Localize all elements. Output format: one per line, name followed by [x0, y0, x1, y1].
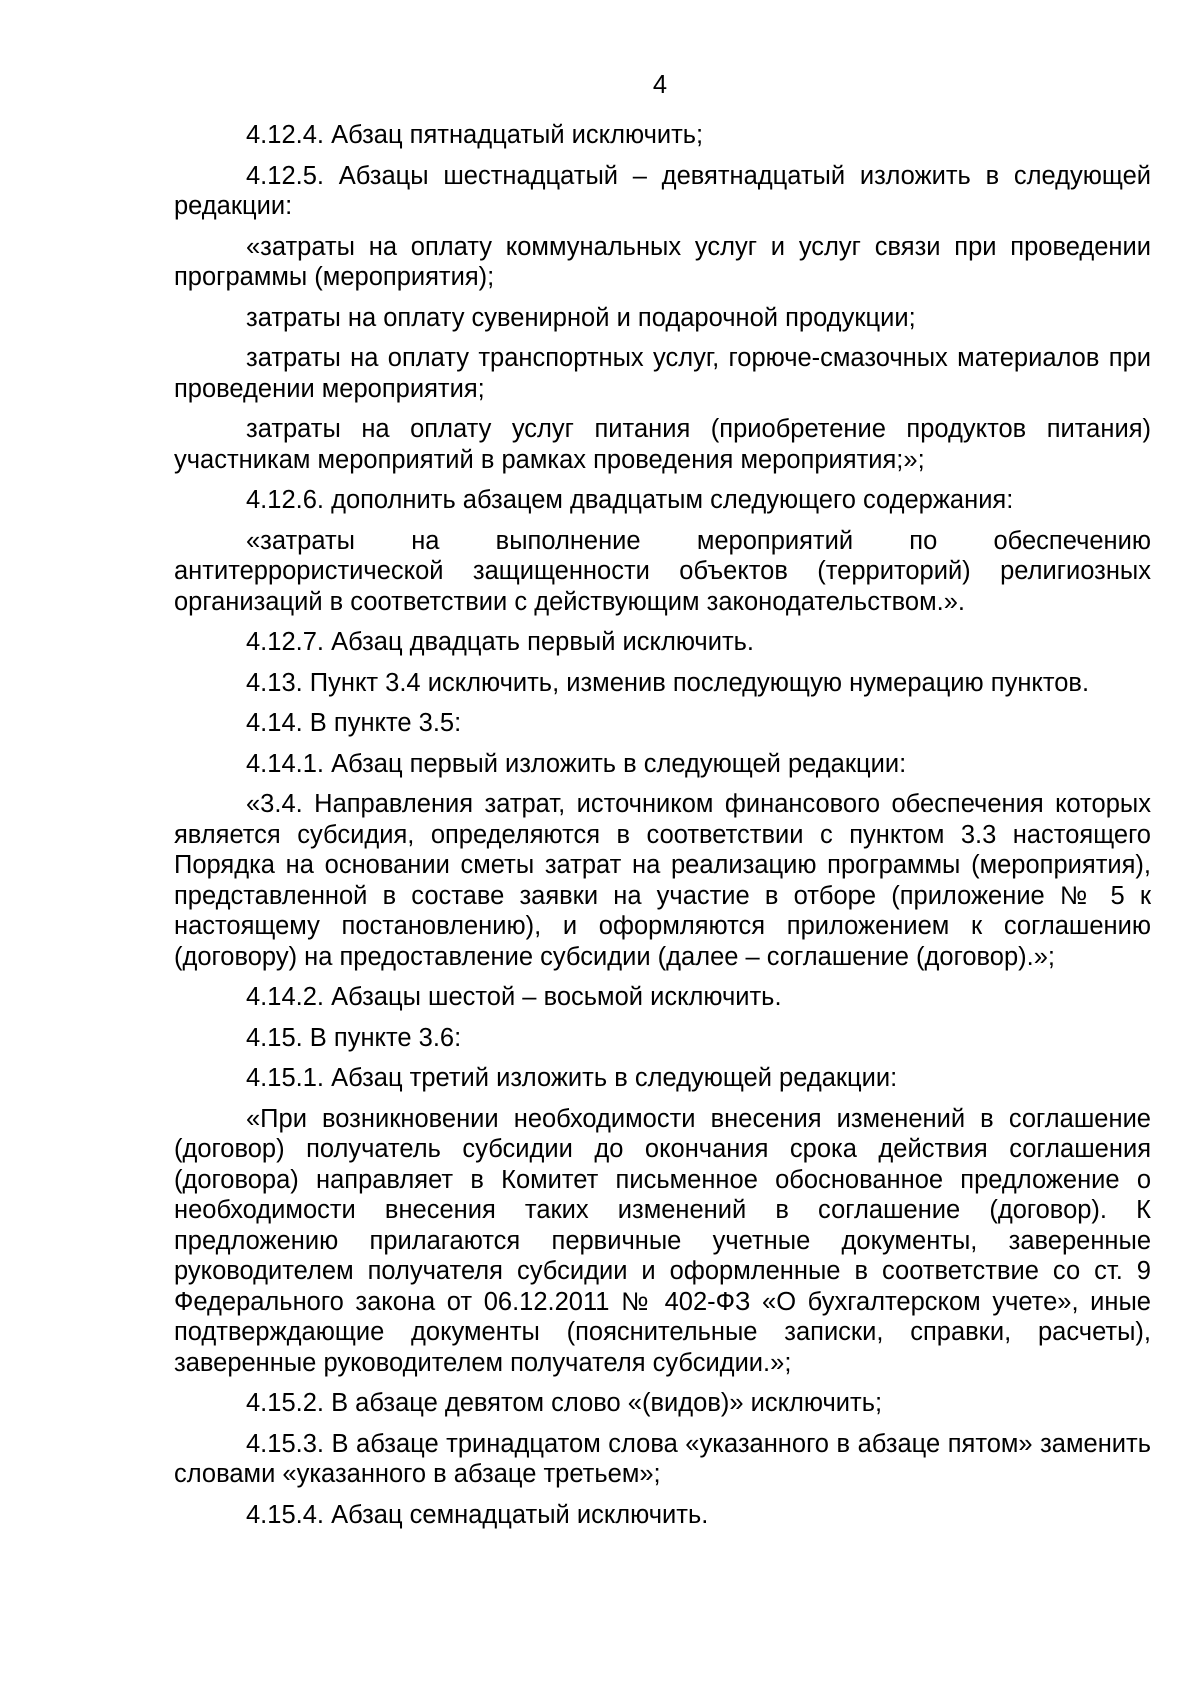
paragraph: 4.12.7. Абзац двадцать первый исключить.	[246, 628, 754, 656]
paragraph: 4.12.4. Абзац пятнадцатый исключить;	[246, 121, 704, 149]
paragraph: 4.14. В пункте 3.5:	[246, 709, 462, 737]
paragraph: 4.12.5. Абзацы шестнадцатый – девятнадцатый изложить в следующей редакции:	[174, 161, 1151, 220]
paragraph: 4.15.2. В абзаце девятом слово «(видов)» исключить;	[246, 1389, 883, 1417]
document-body	[174, 120, 1151, 1540]
paragraph: 4.12.6. дополнить абзацем двадцатым следующего содержания:	[246, 486, 1014, 514]
paragraph: 4.13. Пункт 3.4 исключить, изменив последующую нумерацию пунктов.	[246, 668, 1090, 697]
paragraph: 4.14.2. Абзацы шестой – восьмой исключить.	[246, 983, 782, 1011]
paragraph: 4.15.1. Абзац третий изложить в следующей редакции:	[246, 1064, 898, 1092]
paragraph: затраты на оплату услуг питания (приобретение продуктов питания) участникам мероприятий в рамках проведения мероприятия;»;	[174, 415, 1151, 474]
paragraph: 4.15. В пункте 3.6:	[246, 1023, 462, 1052]
paragraph: «3.4. Направления затрат, источником финансового обеспечения которых является субсидия, определяются в соответствии с пунктом 3.3 настоящего Порядка на основании сметы затрат на реализацию программы (мероприятия), представленной в составе заявки на участие в отборе (приложение № 5 к настоящему постановлению), и оформляются приложением к соглашению (договору) на предоставление субсидии (далее – соглашение (договор).»;	[174, 790, 1151, 971]
paragraph: «затраты на выполнение мероприятий по обеспечению антитеррористической защищенности объектов (территорий) религиозных организаций в соответствии с действующим законодательством.».	[174, 526, 1151, 616]
paragraph: 4.15.4. Абзац семнадцатый исключить.	[246, 1500, 709, 1529]
paragraph: затраты на оплату сувенирной и подарочной продукции;	[246, 303, 916, 332]
paragraph: 4.15.3. В абзаце тринадцатом слова «указанного в абзаце пятом» заменить словами «указанного в абзаце третьем»;	[174, 1429, 1151, 1488]
paragraph: «При возникновении необходимости внесения изменений в соглашение (договор) получатель субсидии до окончания срока действия соглашения (договора) направляет в Комитет письменное обоснованное предложение о необходимости внесения таких изменений в соглашение (договор). К предложению прилагаются первичные учетные документы, заверенные руководителем получателя субсидии и оформленные в соответствие со ст. 9 Федерального закона от 06.12.2011 № 402-ФЗ «О бухгалтерском учете», иные подтверждающие документы (пояснительные записки, справки, расчеты), заверенные руководителем получателя субсидии.»;	[174, 1104, 1151, 1377]
paragraph: «затраты на оплату коммунальных услуг и услуг связи при проведении программы (мероприятия);	[174, 232, 1151, 291]
paragraph: 4.14.1. Абзац первый изложить в следующей редакции:	[246, 749, 907, 778]
paragraph: затраты на оплату транспортных услуг, горюче-смазочных материалов при проведении мероприятия;	[174, 344, 1151, 403]
page-number: 4	[652, 71, 668, 99]
